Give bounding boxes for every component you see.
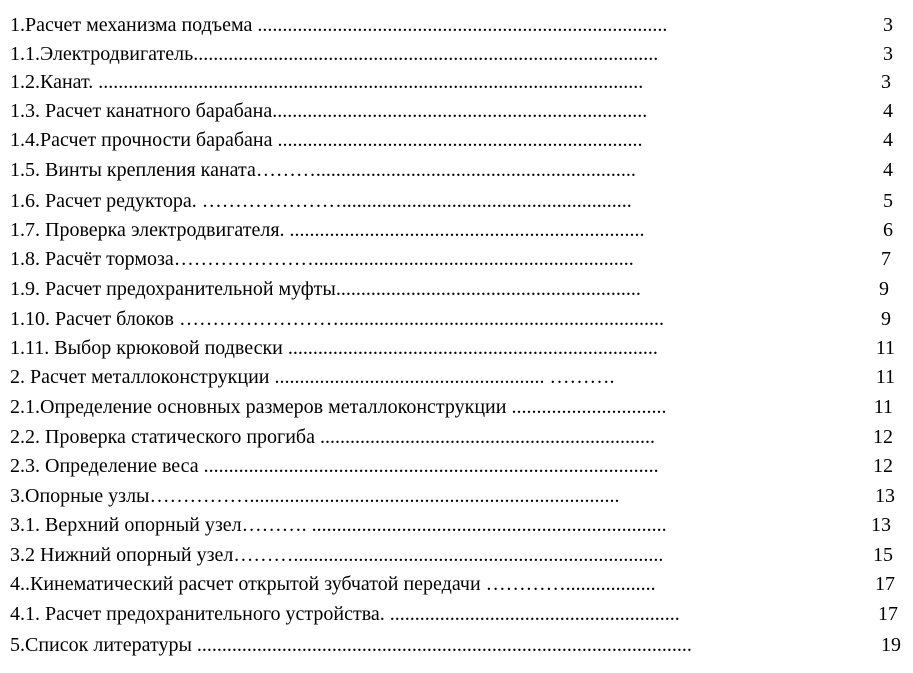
toc-entry-text: 3.2 Нижний опорный узел……….......................................................................... [10,544,664,566]
toc-entry [10,570,895,598]
toc-entry-text: 1.2.Канат. ............................................................................................................. [10,71,644,93]
toc-entry [10,631,901,659]
toc-entry-text: 2.3. Определение веса ........................................................................................... [10,455,659,477]
toc-entry-text: 1.Расчет механизма подъема .................................................................................. [10,14,668,36]
toc-entry-page: 11 [874,363,895,391]
toc-entry-text: 1.8. Расчёт тормоза…………………................................................................ [10,248,634,270]
toc-entry [10,393,893,421]
toc-entry [10,97,893,125]
toc-entry [10,275,889,303]
toc-entry-page: 3 [881,40,893,68]
toc-entry [10,541,893,569]
toc-entry-text: 1.5. Винты крепления каната………................................................................ [10,159,636,181]
toc-entry [10,452,893,480]
toc-entry-text: 1.10. Расчет блоков ……………………................................................................. [10,308,664,330]
toc-entry-page: 4 [881,97,893,125]
toc-entry-page: 12 [871,452,893,480]
toc-entry [10,245,891,273]
toc-entry-page: 13 [869,511,891,539]
toc-entry-page: 5 [881,187,893,215]
toc-entry [10,423,893,451]
toc-entry-page: 11 [872,393,893,421]
toc-entry-text: 2.1.Определение основных размеров металлоконструкции ............................... [10,396,667,418]
toc-entry [10,600,898,628]
toc-entry-text: 4.1. Расчет предохранительного устройства. .......................................................... [10,603,680,625]
toc-entry [10,482,895,510]
toc-entry-page: 3 [879,68,891,96]
toc-entry [10,68,891,96]
toc-entry-text: 1.6. Расчет редуктора. ………………….......................................................... [10,190,632,212]
toc-entry-page: 12 [871,423,893,451]
toc-entry-text: 1.3. Расчет канатного барабана........................................................................... [10,100,648,122]
toc-entry-text: 1.4.Расчет прочности барабана ......................................................................... [10,129,643,151]
toc-entry-text: 5.Список литературы ................................................................................................... [10,634,692,656]
toc-entry [10,156,893,184]
toc-entry-text: 1.11. Выбор крюковой подвески .......................................................................... [10,337,658,359]
toc-entry [10,363,895,391]
toc-entry [10,40,893,68]
toc-entry [10,126,893,154]
toc-entry [10,216,893,244]
toc-entry-text: 1.7. Проверка электродвигателя. ....................................................................... [10,219,645,241]
toc-entry [10,187,893,215]
toc-entry-text: 1.9. Расчет предохранительной муфты............................................................. [10,278,641,300]
toc-entry [10,305,891,333]
toc-entry-text: 3.1. Верхний опорный узел………. ....................................................................... [10,514,667,536]
toc-entry [10,11,893,39]
toc-entry-page: 17 [873,570,895,598]
toc-entry-page: 4 [881,156,893,184]
toc-entry-text: 2. Расчет металлоконструкции ...................................................... ………. [10,366,615,388]
toc-entry-page: 6 [881,216,893,244]
toc-entry-page: 3 [881,11,893,39]
toc-entry-page: 17 [876,600,898,628]
toc-entry-page: 11 [874,334,895,362]
toc-entry-page: 7 [879,245,891,273]
toc-entry-page: 9 [879,305,891,333]
toc-entry-page: 9 [877,275,889,303]
toc-entry-text: 4..Кинематический расчет открытой зубчатой передачи ………….................. [10,573,656,595]
toc-entry-text: 2.2. Проверка статического прогиба ................................................................... [10,426,655,448]
toc-entry [10,334,895,362]
toc-entry-page: 15 [871,541,893,569]
toc-entry-page: 4 [881,126,893,154]
toc-entry-text: 1.1.Электродвигатель............................................................................................. [10,43,659,65]
toc-entry-page: 13 [873,482,895,510]
toc-entry-page: 19 [879,631,901,659]
toc-entry-text: 3.Опорные узлы…………….......................................................................... [10,485,620,507]
toc-entry [10,511,891,539]
